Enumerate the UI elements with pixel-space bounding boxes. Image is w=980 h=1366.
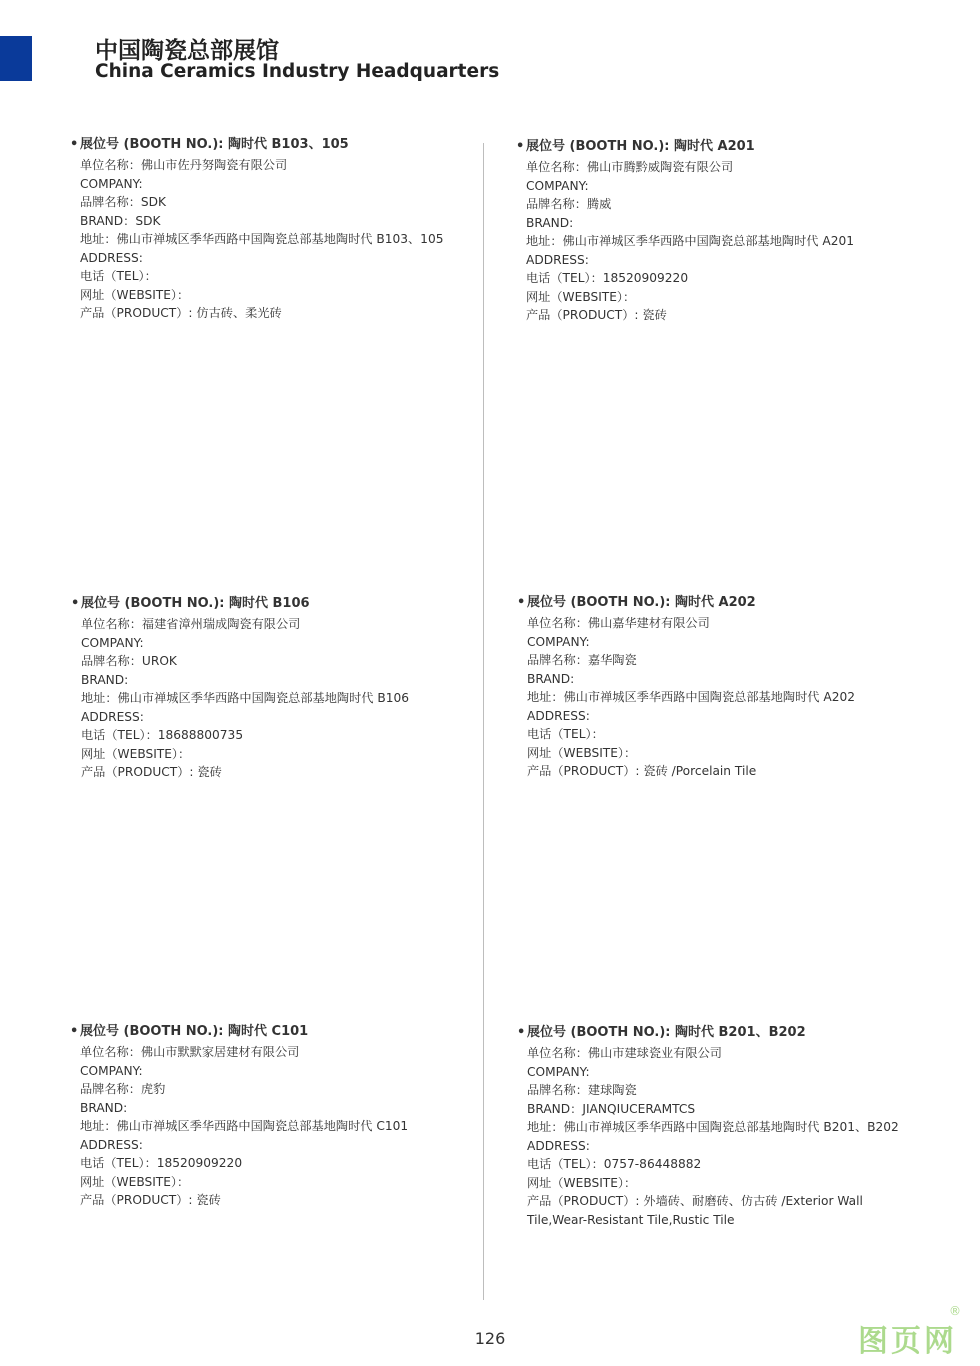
address-en: ADDRESS: [527, 1138, 590, 1153]
exhibitor-entry [70, 136, 444, 323]
website: 网址（WEBSITE）： [80, 1174, 190, 1189]
company-cn: 单位名称：福建省漳州瑞成陶瓷有限公司 [81, 617, 301, 631]
brand-en: BRAND: [527, 671, 575, 686]
product: 产品（PRODUCT）: 瓷砖 [80, 1193, 221, 1207]
address-en: ADDRESS: [80, 1137, 143, 1152]
tel: 电话（TEL）：18688800735 [81, 728, 244, 742]
company-cn: 单位名称：佛山市建球瓷业有限公司 [527, 1046, 722, 1060]
booth-number: 展位号 (BOOTH NO.): 陶时代 A202 [527, 595, 756, 610]
brand-en: BRAND: [81, 672, 129, 687]
booth-heading [70, 136, 443, 154]
bullet-icon: • [516, 139, 525, 154]
brand-en: BRAND：SDK [80, 213, 161, 228]
bullet-icon: • [517, 595, 526, 610]
company-en: COMPANY: [527, 634, 590, 649]
company-cn: 单位名称：佛山嘉华建材有限公司 [527, 616, 710, 630]
brand-cn: 品牌名称：嘉华陶瓷 [527, 653, 637, 667]
booth-heading [517, 1024, 899, 1042]
address-en: ADDRESS: [526, 252, 589, 267]
bullet-icon: • [70, 1024, 79, 1039]
address-cn: 地址：佛山市禅城区季华西路中国陶瓷总部基地陶时代 B106 [81, 691, 409, 705]
tel: 电话（TEL）： [527, 727, 604, 741]
header-accent-block [0, 36, 32, 81]
company-en: COMPANY: [527, 1064, 590, 1079]
bullet-icon: • [517, 1025, 526, 1040]
company-en: COMPANY: [526, 178, 589, 193]
bullet-icon: • [71, 596, 80, 611]
company-cn: 单位名称：佛山市佐丹努陶瓷有限公司 [80, 158, 288, 172]
exhibitor-entry [71, 595, 409, 782]
website: 网址（WEBSITE）： [527, 1175, 637, 1190]
registered-mark: ® [949, 1304, 961, 1318]
tel: 电话（TEL）：0757-86448882 [527, 1157, 702, 1171]
brand-cn: 品牌名称：SDK [80, 195, 167, 209]
address-en: ADDRESS: [80, 250, 143, 265]
tel: 电话（TEL）：18520909220 [526, 271, 689, 285]
product: 产品（PRODUCT）: 外墙砖、耐磨砖、仿古砖 /Exterior Wall Tile,Wear-Resistant Tile,Rustic Tile [527, 1194, 863, 1227]
website: 网址（WEBSITE）： [80, 287, 190, 302]
brand-cn: 品牌名称：虎豹 [80, 1082, 166, 1096]
brand-cn: 品牌名称：建球陶瓷 [527, 1083, 637, 1097]
website: 网址（WEBSITE）： [81, 746, 191, 761]
website: 网址（WEBSITE）： [527, 745, 637, 760]
booth-number: 展位号 (BOOTH NO.): 陶时代 B106 [81, 596, 310, 611]
booth-number: 展位号 (BOOTH NO.): 陶时代 B103、105 [80, 137, 349, 152]
address-cn: 地址：佛山市禅城区季华西路中国陶瓷总部基地陶时代 A202 [527, 690, 855, 704]
page-number: 126 [474, 1329, 506, 1348]
booth-number: 展位号 (BOOTH NO.): 陶时代 B201、B202 [527, 1025, 806, 1040]
exhibitor-entry [517, 594, 855, 781]
address-cn: 地址：佛山市禅城区季华西路中国陶瓷总部基地陶时代 C101 [80, 1119, 409, 1133]
page-title-cn: 中国陶瓷总部展馆 [95, 38, 279, 64]
tel: 电话（TEL）：18520909220 [80, 1156, 243, 1170]
brand-en: BRAND: [526, 215, 574, 230]
company-en: COMPANY: [80, 176, 143, 191]
column-divider [483, 143, 484, 1300]
address-cn: 地址：佛山市禅城区季华西路中国陶瓷总部基地陶时代 B103、105 [80, 232, 444, 246]
booth-heading [70, 1023, 408, 1041]
brand-en: BRAND：JIANQIUCERAMTCS [527, 1101, 696, 1116]
product: 产品（PRODUCT）: 瓷砖 [526, 308, 667, 322]
tel: 电话（TEL）： [80, 269, 157, 283]
page-title-en: China Ceramics Industry Headquarters [95, 61, 500, 82]
company-en: COMPANY: [81, 635, 144, 650]
address-en: ADDRESS: [527, 708, 590, 723]
bullet-icon: • [70, 137, 79, 152]
product: 产品（PRODUCT）: 仿古砖、柔光砖 [80, 306, 282, 320]
product: 产品（PRODUCT）: 瓷砖 /Porcelain Tile [527, 764, 757, 778]
company-cn: 单位名称：佛山市默默家居建材有限公司 [80, 1045, 300, 1059]
address-cn: 地址：佛山市禅城区季华西路中国陶瓷总部基地陶时代 A201 [526, 234, 854, 248]
brand-en: BRAND: [80, 1100, 128, 1115]
product: 产品（PRODUCT）: 瓷砖 [81, 765, 222, 779]
address-cn: 地址：佛山市禅城区季华西路中国陶瓷总部基地陶时代 B201、B202 [527, 1120, 899, 1134]
company-cn: 单位名称：佛山市腾黔威陶瓷有限公司 [526, 160, 734, 174]
website: 网址（WEBSITE）： [526, 289, 636, 304]
booth-heading [517, 594, 855, 612]
brand-cn: 品牌名称：腾威 [526, 197, 612, 211]
booth-heading [516, 138, 854, 156]
company-en: COMPANY: [80, 1063, 143, 1078]
brand-cn: 品牌名称：UROK [81, 654, 177, 668]
booth-number: 展位号 (BOOTH NO.): 陶时代 A201 [526, 139, 755, 154]
watermark-logo [858, 1304, 961, 1360]
booth-number: 展位号 (BOOTH NO.): 陶时代 C101 [80, 1024, 309, 1039]
exhibitor-entry [70, 1023, 409, 1210]
address-en: ADDRESS: [81, 709, 144, 724]
watermark-text: 图页网 [858, 1324, 957, 1359]
exhibitor-entry [516, 138, 854, 325]
exhibitor-entry [517, 1024, 899, 1229]
booth-heading [71, 595, 409, 613]
